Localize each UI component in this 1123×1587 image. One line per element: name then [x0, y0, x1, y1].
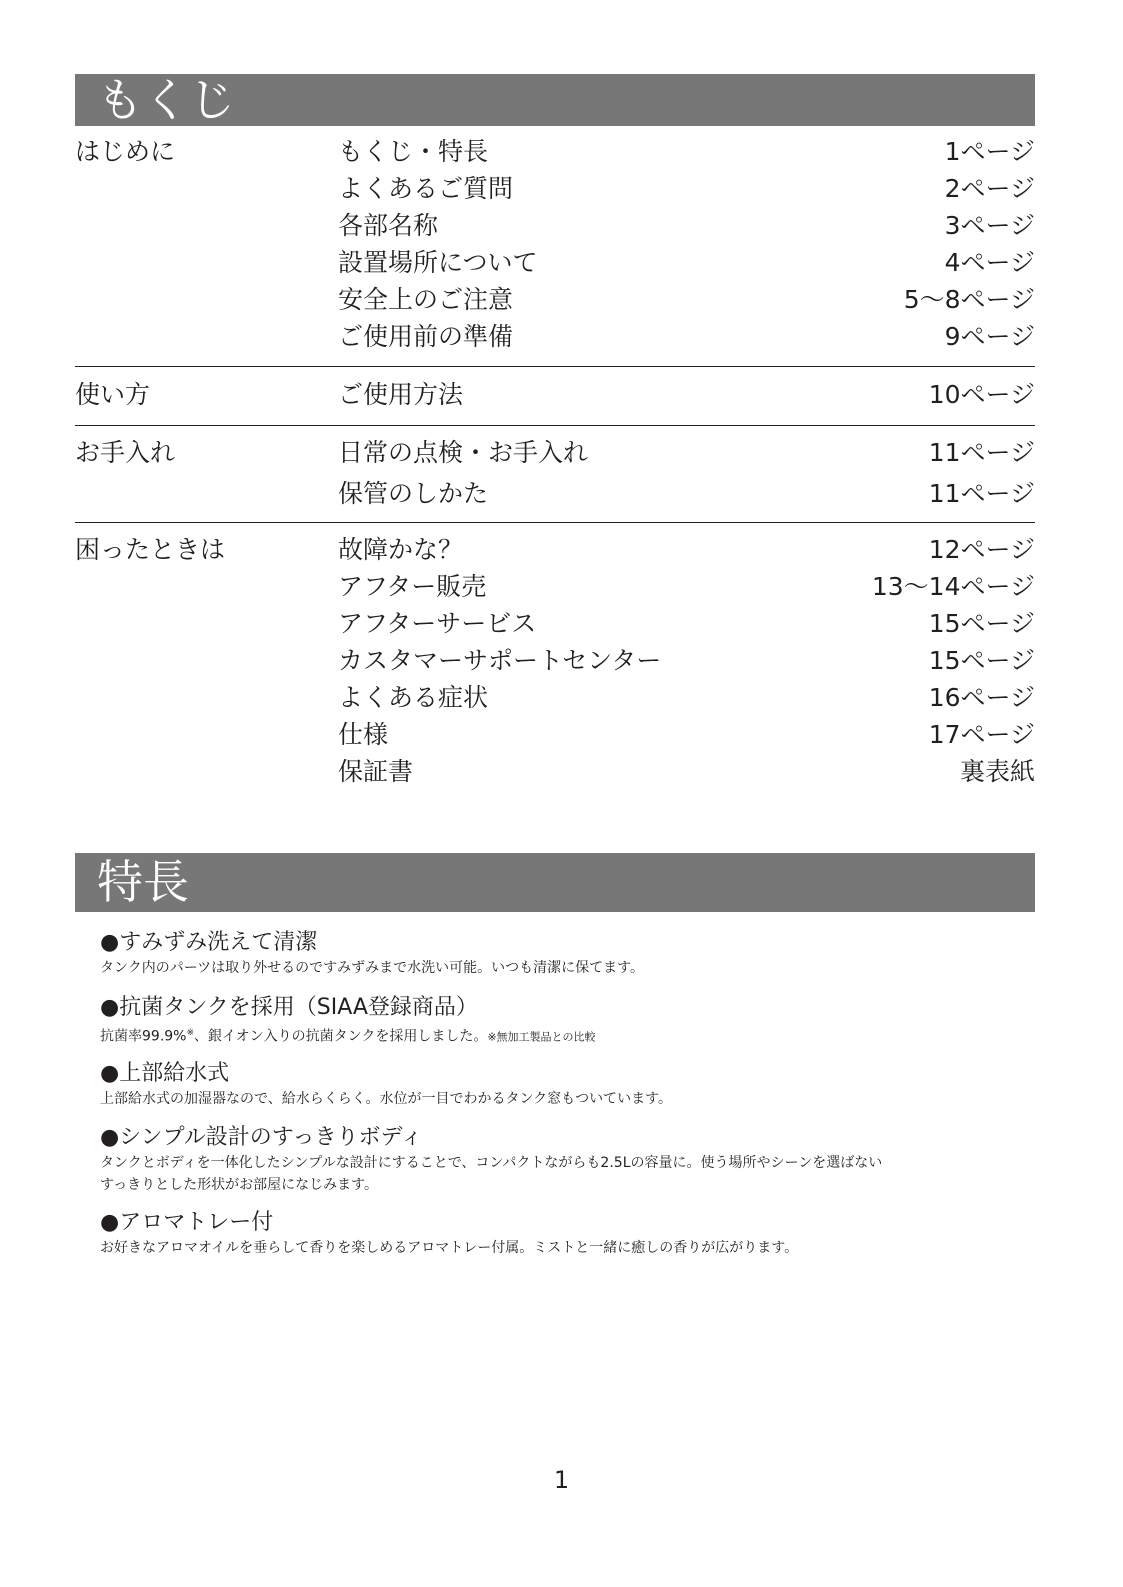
toc-row[interactable]	[338, 716, 1035, 753]
toc-section-label: 困ったときは	[75, 535, 226, 564]
toc-row-page: 13～14ページ	[871, 572, 1035, 601]
toc-row[interactable]	[338, 753, 1035, 790]
toc-row[interactable]	[338, 281, 1035, 318]
toc-row-title: アフターサービス	[338, 609, 537, 638]
page-number: 1	[553, 1466, 570, 1494]
toc-row-title: カスタマーサポートセンター	[338, 646, 662, 675]
toc-row[interactable]	[338, 434, 1035, 471]
toc-row-page: 4ページ	[944, 248, 1035, 277]
toc-row[interactable]	[338, 244, 1035, 281]
feature-description: タンク内のパーツは取り外せるのですみずみまで水洗い可能。いつも清潔に保てます。	[100, 960, 645, 976]
toc-row-title: 保管のしかた	[338, 479, 489, 508]
feature-description	[100, 1022, 1020, 1049]
feature-description: お好きなアロマオイルを垂らして香りを楽しめるアロマトレー付属。ミストと一緒に癒しの香りが広がります。	[100, 1240, 799, 1256]
toc-row-title: もくじ・特長	[338, 137, 489, 166]
toc-row-page: 16ページ	[928, 683, 1035, 712]
toc-row-title: ご使用方法	[338, 380, 464, 409]
toc-row-page: 9ページ	[944, 322, 1035, 351]
toc-section-label: お手入れ	[75, 438, 176, 467]
feature-item	[100, 929, 1020, 979]
toc-row[interactable]	[338, 679, 1035, 716]
toc-row-page: 3ページ	[944, 211, 1035, 240]
toc-row[interactable]	[338, 318, 1035, 355]
toc-row-page: 2ページ	[944, 174, 1035, 203]
feature-item	[100, 994, 1020, 1049]
feature-item	[100, 1209, 1020, 1259]
toc-row-title: 故障かな？	[338, 535, 464, 564]
toc-row-title: よくあるご質問	[338, 174, 514, 203]
toc-row[interactable]	[338, 170, 1035, 207]
toc-row-page: 10ページ	[928, 380, 1035, 409]
feature-description: 上部給水式の加湿器なので、給水らくらく。水位が一目でわかるタンク窓もついています。	[100, 1091, 673, 1107]
section-divider	[75, 425, 1035, 426]
feature-title: ●抗菌タンクを採用（SIAA登録商品）	[100, 995, 478, 1020]
toc-row-title: 仕様	[338, 720, 389, 749]
feature-item	[100, 1060, 1020, 1110]
section-divider	[75, 366, 1035, 367]
toc-row-page: 17ページ	[928, 720, 1035, 749]
feature-title: ●シンプル設計のすっきりボディ	[100, 1125, 423, 1150]
toc-row[interactable]	[338, 133, 1035, 170]
toc-section-label: はじめに	[75, 137, 176, 166]
feature-title: ●アロマトレー付	[100, 1210, 274, 1235]
toc-row[interactable]	[338, 207, 1035, 244]
feature-description-text: 、銀イオン入りの抗菌タンクを採用しました。	[194, 1028, 488, 1045]
toc-section-trouble	[75, 531, 1035, 796]
toc-section-usage	[75, 376, 1035, 416]
toc-section-intro	[75, 133, 1035, 358]
section-divider	[75, 522, 1035, 523]
toc-row[interactable]	[338, 605, 1035, 642]
toc-row-page: 11ページ	[928, 479, 1035, 508]
toc-row-page: 裏表紙	[959, 757, 1035, 786]
toc-row[interactable]	[338, 475, 1035, 512]
toc-row-page: 11ページ	[928, 438, 1035, 467]
toc-row-title: 日常の点検・お手入れ	[338, 438, 589, 467]
toc-row-page: 1ページ	[944, 137, 1035, 166]
toc-row-title: 各部名称	[338, 211, 439, 240]
toc-row-title: よくある症状	[338, 683, 489, 712]
toc-section-care	[75, 434, 1035, 514]
toc-row-page: 15ページ	[928, 646, 1035, 675]
toc-row-title: 保証書	[338, 757, 414, 786]
toc-row-page: 5～8ページ	[903, 285, 1035, 314]
toc-row-page: 15ページ	[928, 609, 1035, 638]
feature-title: ●上部給水式	[100, 1061, 230, 1086]
features-heading: 特長	[75, 853, 1035, 912]
feature-description: タンクとボディを一体化したシンプルな設計にすることで、コンパクトながらも2.5Lの容量に。使う場所やシーンを選ばない すっきりとした形状がお部屋になじみます。	[100, 1155, 883, 1193]
footnote-mark: ※	[186, 1028, 195, 1038]
footnote-text: ※無加工製品との比較	[487, 1030, 596, 1044]
toc-row-title: 設置場所について	[338, 248, 538, 277]
toc-section-label: 使い方	[75, 380, 151, 409]
toc-row[interactable]	[338, 642, 1035, 679]
toc-row-page: 12ページ	[928, 535, 1035, 564]
toc-row-title: ご使用前の準備	[338, 322, 514, 351]
feature-item	[100, 1124, 1020, 1196]
feature-description-text: 抗菌率99.9%	[100, 1028, 187, 1045]
feature-title: ●すみずみ洗えて清潔	[100, 930, 318, 955]
toc-row[interactable]	[338, 376, 1035, 413]
toc-row[interactable]	[338, 568, 1035, 605]
toc-row-title: アフター販売	[338, 572, 487, 601]
toc-row-title: 安全上のご注意	[338, 285, 514, 314]
toc-row[interactable]	[338, 531, 1035, 568]
toc-heading: もくじ	[75, 74, 1035, 126]
